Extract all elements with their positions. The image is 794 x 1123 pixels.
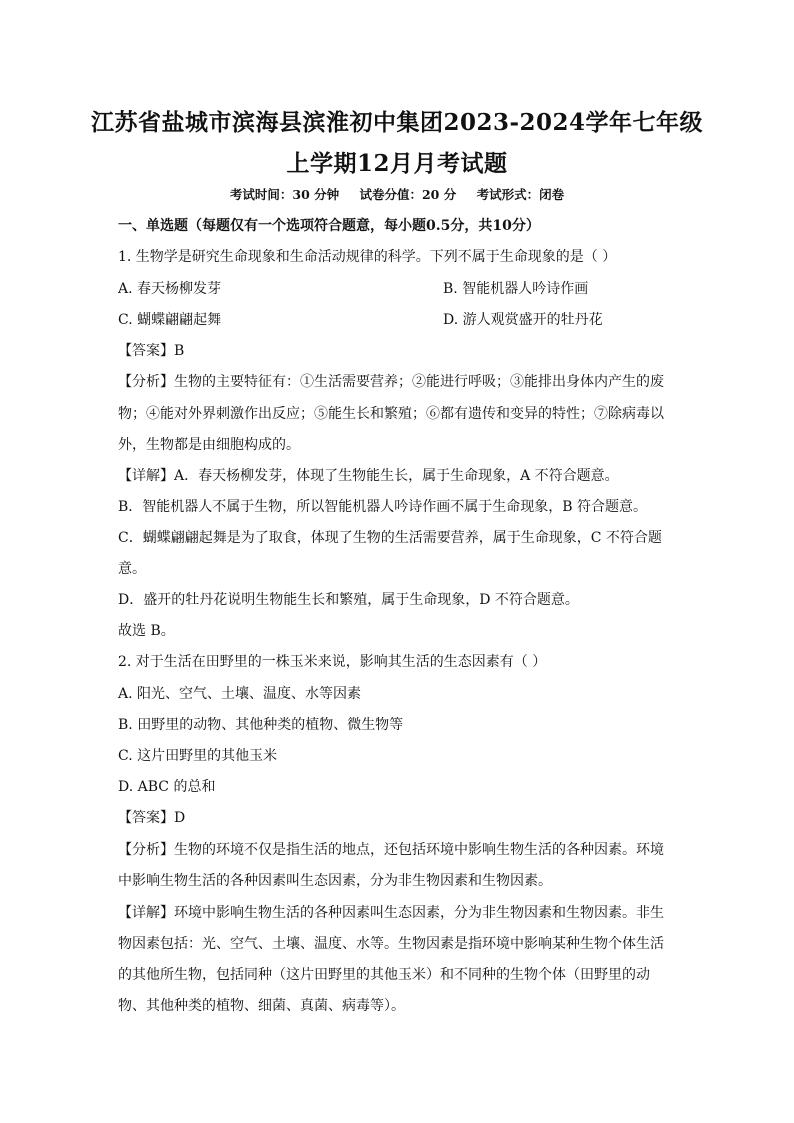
question-1-detail-line: D．盛开的牡丹花说明生物能生长和繁殖，属于生命现象，D 不符合题意。 — [118, 592, 579, 608]
question-1-stem: 1. 生物学是研究生命现象和生命活动规律的科学。下列不属于生命现象的是（ ） — [118, 249, 617, 265]
question-1-option-b: B. 智能机器人吟诗作画 — [443, 281, 589, 297]
question-1-answer: 【答案】B — [118, 343, 185, 359]
question-1-option-a: A. 春天杨柳发芽 — [118, 281, 222, 297]
question-2-option-d: D. ABC 的总和 — [118, 779, 216, 795]
question-1-detail-line: 【详解】A．春天杨柳发芽，体现了生物能生长，属于生命现象，A 不符合题意。 — [118, 468, 619, 484]
question-1-option-d: D. 游人观赏盛开的牡丹花 — [443, 312, 603, 328]
question-1-analysis-line: 物；④能对外界刺激作出反应；⑤能生长和繁殖；⑥都有遗传和变异的特性；⑦除病毒以 — [118, 406, 664, 422]
question-1-option-c: C. 蝴蝶翩翩起舞 — [118, 312, 222, 328]
question-2-detail-line: 物因素包括：光、空气、土壤、温度、水等。生物因素是指环境中影响某种生物个体生活 — [118, 936, 664, 952]
question-2-detail-line: 物、其他种类的植物、细菌、真菌、病毒等）。 — [118, 998, 405, 1014]
question-1-detail-line: 意。 — [118, 561, 146, 577]
exam-info — [0, 185, 794, 203]
document-title-line-1: 江苏省盐城市滨海县滨淮初中集团2023-2024学年七年级 — [90, 109, 704, 136]
section-heading: 一、单选题（每题仅有一个选项符合题意，每小题0.5分，共10分） — [118, 218, 540, 234]
question-2-stem: 2. 对于生活在田野里的一株玉米来说，影响其生活的生态因素有（ ） — [118, 654, 547, 670]
question-2-detail-line: 的其他所生物，包括同种（这片田野里的其他玉米）和不同种的生物个体（田野里的动 — [118, 967, 650, 983]
question-2-analysis-line: 中影响生物生活的各种因素叫生态因素，分为非生物因素和生物因素。 — [118, 873, 552, 889]
question-1-detail-line: B．智能机器人不属于生物，所以智能机器人吟诗作画不属于生命现象，B 符合题意。 — [118, 499, 648, 515]
question-1-analysis-line: 外，生物都是由细胞构成的。 — [118, 437, 300, 453]
question-2-option-a: A. 阳光、空气、土壤、温度、水等因素 — [118, 686, 362, 702]
exam-score: 试卷分值：20 分 — [359, 187, 457, 202]
question-1-detail-line: C．蝴蝶翩翩起舞是为了取食，体现了生物的生活需要营养，属于生命现象，C 不符合题 — [118, 530, 662, 546]
question-2-analysis-line: 【分析】生物的环境不仅是指生活的地点，还包括环境中影响生物生活的各种因素。环境 — [118, 842, 664, 858]
question-2-option-c: C. 这片田野里的其他玉米 — [118, 748, 278, 764]
document-title-line-2: 上学期12月月考试题 — [286, 150, 508, 177]
question-1-analysis-line: 【分析】生物的主要特征有：①生活需要营养；②能进行呼吸；③能排出身体内产生的废 — [118, 374, 664, 390]
question-1-conclusion: 故选 B。 — [118, 623, 175, 639]
exam-format: 考试形式：闭卷 — [476, 187, 565, 202]
question-2-answer: 【答案】D — [118, 810, 186, 826]
question-2-option-b: B. 田野里的动物、其他种类的植物、微生物等 — [118, 717, 404, 733]
exam-time: 考试时间：30 分钟 — [229, 187, 340, 202]
question-2-detail-line: 【详解】环境中影响生物生活的各种因素叫生态因素，分为非生物因素和生物因素。非生 — [118, 905, 664, 921]
